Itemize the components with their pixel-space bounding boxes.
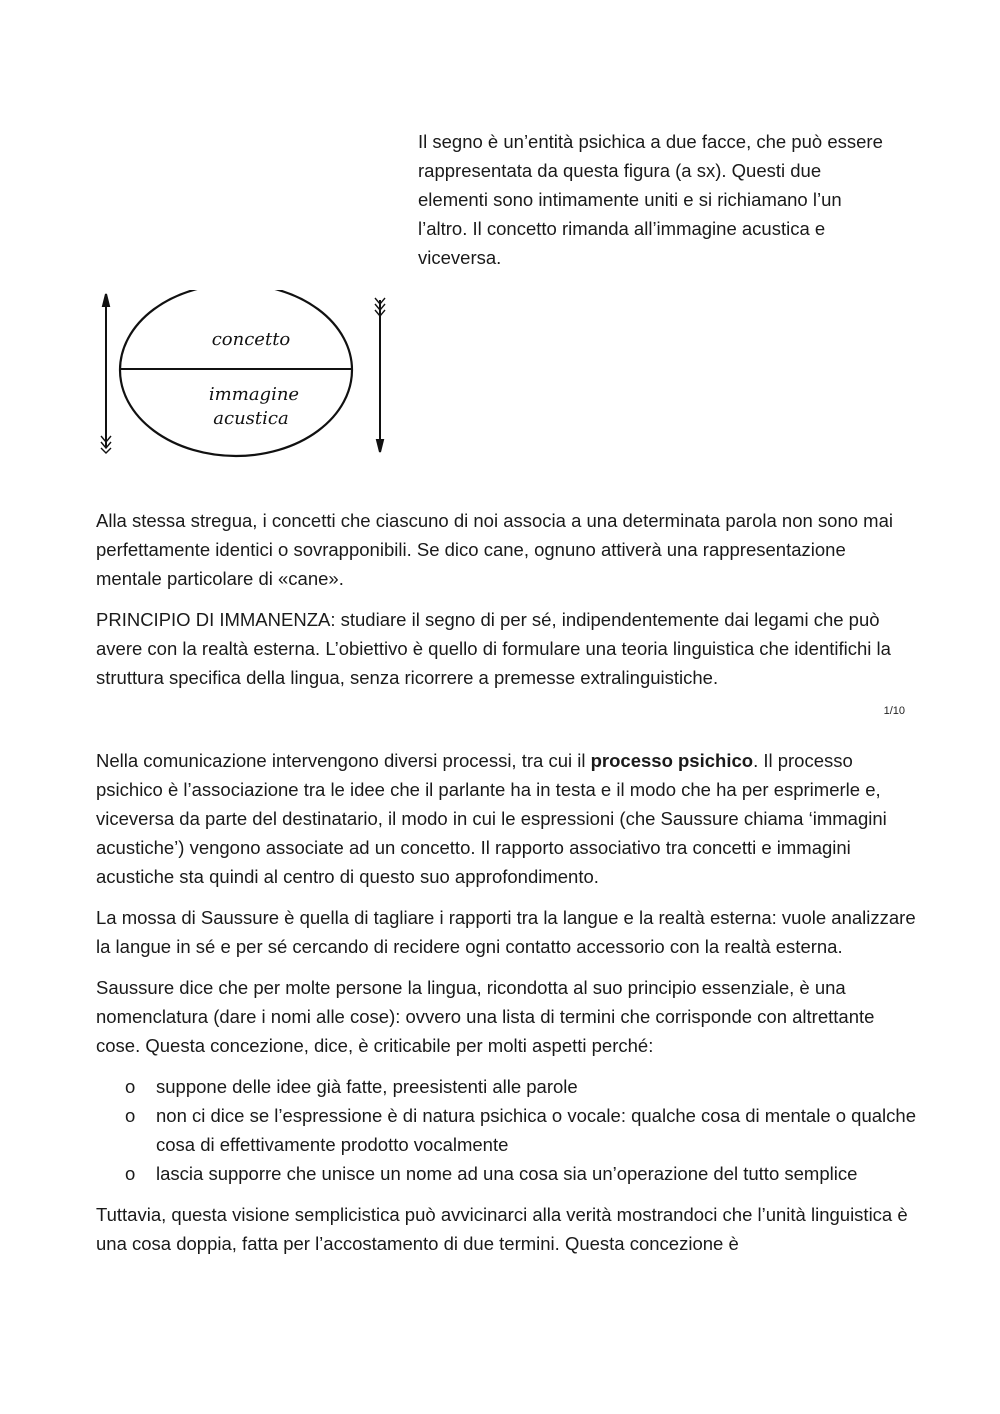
page-number: 1/10 xyxy=(883,705,905,717)
paragraph-stregua: Alla stessa stregua, i concetti che ciascuno di noi associa a una determinata parola non sono mai perfettamente identici o sovrapponibili. Se dico cane, ognuno attiverà una rappresentazione mentale particolare di «cane». xyxy=(96,510,893,589)
list-item xyxy=(125,1072,916,1101)
paragraph-processo-after: . Il processo psichico è l’associazione tra le idee che il parlante ha in testa e il modo che ha per esprimerle e, viceversa da parte del destinatario, il modo in cui le espressioni (che Saussure chiama ‘immagini acustiche’) vengono associate ad un concetto. Il rapporto associativo tra concetti e immagini acustiche sta quindi al centro di questo suo approfondimento. xyxy=(96,750,887,887)
paragraph-mossa-saussure: La mossa di Saussure è quella di tagliare i rapporti tra la langue e la realtà esterna: vuole analizzare la langue in sé e per sé cercando di recidere ogni contatto accessorio con la realtà esterna. xyxy=(96,907,916,957)
bullet-circle-icon: o xyxy=(125,1076,136,1097)
list-item-text: non ci dice se l’espressione è di natura psichica o vocale: qualche cosa di mentale o qualche cosa di effettivamente prodotto vocalmente xyxy=(156,1105,916,1155)
saussure-sign-figure xyxy=(96,290,396,460)
intro-paragraph xyxy=(418,127,888,272)
list-item xyxy=(125,1101,916,1159)
left-up-arrow-icon xyxy=(101,294,111,453)
figure-label-immagine: immagine xyxy=(208,384,300,405)
paragraph-nomenclatura: Saussure dice che per molte persone la lingua, ricondotta al suo principio essenziale, è una nomenclatura (dare i nomi alle cose): ovvero una lista di termini che corrisponde con altrettante cose. Questa concezione, dice, è criticabile per molti aspetti perché: xyxy=(96,977,875,1056)
bullet-circle-icon: o xyxy=(125,1105,136,1126)
bullet-list xyxy=(96,1072,916,1188)
intro-text: Il segno è un’entità psichica a due facce, che può essere rappresentata da questa figura (a sx). Questi due elementi sono intimamente uniti e si richiamano l’un l’altro. Il concetto rimanda all’immagine acustica e viceversa. xyxy=(418,131,883,268)
figure-label-acustica: acustica xyxy=(213,408,289,429)
sign-diagram xyxy=(96,290,396,460)
list-item-text: suppone delle idee già fatte, preesistenti alle parole xyxy=(156,1076,578,1097)
right-down-arrow-icon xyxy=(375,298,385,452)
paragraph-processo-psichico xyxy=(96,746,916,891)
section-2 xyxy=(96,746,916,1270)
bullet-circle-icon: o xyxy=(125,1163,136,1184)
bold-processo-psichico: processo psichico xyxy=(590,750,754,771)
paragraph-tuttavia: Tuttavia, questa visione semplicistica può avvicinarci alla verità mostrandoci che l’unità linguistica è una cosa doppia, fatta per l’accostamento di due termini. Questa concezione è xyxy=(96,1204,908,1254)
list-item xyxy=(125,1159,916,1188)
figure-label-concetto: concetto xyxy=(211,329,291,350)
list-item-text: lascia supporre che unisce un nome ad una cosa sia un’operazione del tutto semplice xyxy=(156,1163,858,1184)
sign-ellipse xyxy=(120,290,352,456)
section-1 xyxy=(96,506,916,692)
paragraph-immanenza: PRINCIPIO DI IMMANENZA: studiare il segno di per sé, indipendentemente dai legami che può avere con la realtà esterna. L’obiettivo è quello di formulare una teoria linguistica che identifichi la struttura specifica della lingua, senza ricorrere a premesse extralinguistiche. xyxy=(96,609,891,688)
paragraph-processo-before: Nella comunicazione intervengono diversi processi, tra cui il xyxy=(96,750,591,771)
